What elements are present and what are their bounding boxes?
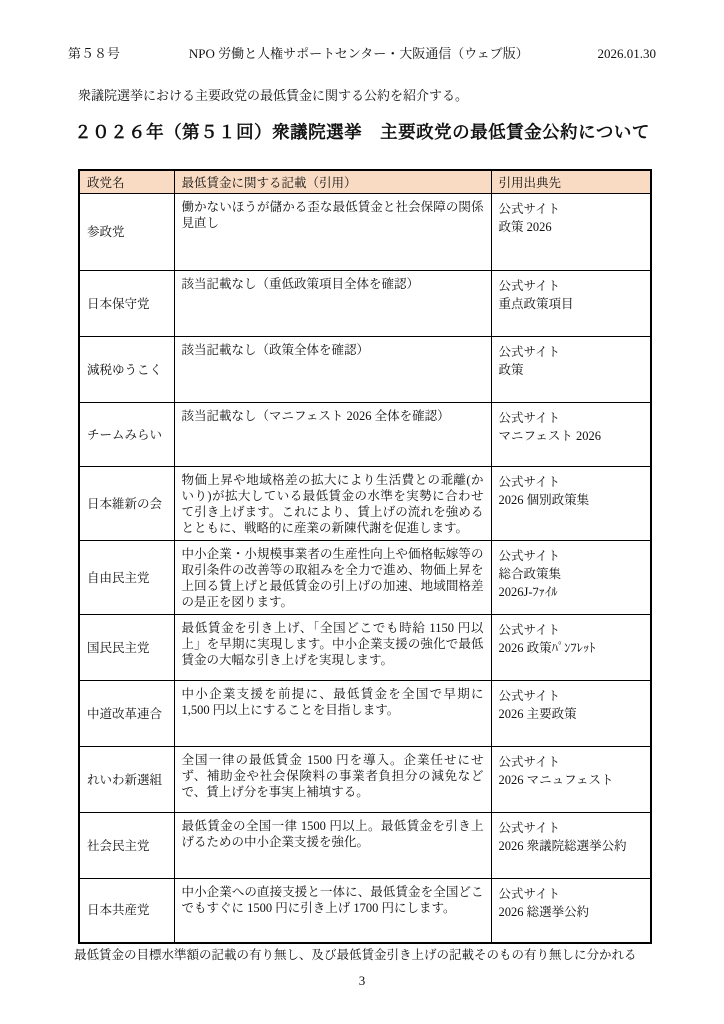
party-name: 日本維新の会 — [79, 467, 174, 541]
column-header-party: 政党名 — [79, 170, 174, 194]
source-line: 公式サイト — [498, 821, 561, 835]
statement-text: 働かないほうが儲かる歪な最低賃金と社会保障の関係見直し — [174, 194, 491, 271]
source-line: 公式サイト — [498, 345, 561, 359]
table-row — [79, 194, 651, 271]
statement-text: 全国一律の最低賃金 1500 円を導入。企業任せにせず、補助金や社会保険料の事業者負担分の減免などで、賃上げ分を事実上補填する。 — [174, 747, 491, 813]
statement-text: 中小企業・小規模事業者の生産性向上や価格転嫁等の取引条件の改善等の取組みを全力で進め、物価上昇を上回る賃上げと最低賃金の引上げの加速、地域間格差の是正を図ります。 — [174, 541, 491, 615]
source-cell — [491, 879, 651, 943]
footnote-text: 最低賃金の目標水準額の記載の有り無し、及び最低賃金引き上げの記載そのもの有り無しに分かれる — [74, 947, 637, 962]
source-line: 政策 2026 — [498, 220, 552, 234]
statement-text: 該当記載なし（重低政策項目全体を確認） — [174, 271, 491, 337]
source-cell — [491, 194, 651, 271]
statement-text: 物価上昇や地域格差の拡大により生活費との乖離(かいり)が拡大している最低賃金の水準を実勢に合わせて引き上げます。これにより、賃上げの流れを強めるとともに、戦略的に産業の新陳代謝を促進します。 — [174, 467, 491, 541]
table-row — [79, 747, 651, 813]
party-name: チームみらい — [79, 403, 174, 467]
statement-text: 中小企業支援を前提に、最低賃金を全国で早期に 1,500 円以上にすることを目指します。 — [174, 681, 491, 747]
source-line: 公式サイト — [498, 755, 561, 769]
party-name: れいわ新選組 — [79, 747, 174, 813]
column-header-statement: 最低賃金に関する記載（引用） — [174, 170, 491, 194]
party-name: 自由民主党 — [79, 541, 174, 615]
source-line: 2026 主要政策 — [498, 707, 577, 721]
source-line: マニフェスト 2026 — [498, 429, 602, 443]
statement-text: 該当記載なし（マニフェスト 2026 全体を確認） — [174, 403, 491, 467]
statement-text: 中小企業への直接支援と一体に、最低賃金を全国どこでもすぐに 1500 円に引き上げ 1700 円にします。 — [174, 879, 491, 943]
table-row — [79, 879, 651, 943]
statement-text: 最低賃金を引き上げ、「全国どこでも時給 1150 円以上」を早期に実現します。中小企業支援の強化で最低賃金の大幅な引き上げを実現します。 — [174, 615, 491, 681]
source-cell — [491, 403, 651, 467]
source-cell — [491, 615, 651, 681]
source-cell — [491, 541, 651, 615]
pledges-table — [78, 169, 652, 944]
source-line: 公式サイト — [498, 475, 561, 489]
table-row — [79, 337, 651, 403]
table-row — [79, 615, 651, 681]
table-row — [79, 403, 651, 467]
source-cell — [491, 271, 651, 337]
table-row — [79, 681, 651, 747]
source-line: 公式サイト — [498, 623, 561, 637]
party-name: 日本保守党 — [79, 271, 174, 337]
source-line: 公式サイト — [498, 549, 561, 563]
statement-text: 該当記載なし（政策全体を確認） — [174, 337, 491, 403]
table-row — [79, 813, 651, 879]
statement-text: 最低賃金の全国一律 1500 円以上。最低賃金を引き上げるための中小企業支援を強化。 — [174, 813, 491, 879]
source-line: 重点政策項目 — [498, 297, 574, 311]
source-line: 総合政策集 — [498, 567, 562, 581]
issue-number: 第５８号 — [68, 46, 121, 61]
newsletter-title: NPO 労働と人権サポートセンター・大阪通信（ウェブ版） — [188, 46, 529, 61]
source-cell — [491, 467, 651, 541]
source-cell — [491, 813, 651, 879]
page-title: ２０２６年（第５１回）衆議院選挙 主要政党の最低賃金公約について — [74, 122, 650, 142]
source-cell — [491, 747, 651, 813]
column-header-source: 引用出典先 — [491, 170, 651, 194]
source-cell — [491, 681, 651, 747]
source-line: 公式サイト — [498, 689, 561, 703]
source-line: 公式サイト — [498, 887, 561, 901]
party-name: 日本共産党 — [79, 879, 174, 943]
table-row — [79, 541, 651, 615]
source-line: 2026 マニュフェスト — [498, 773, 614, 787]
party-name: 参政党 — [79, 194, 174, 271]
party-name: 減税ゆうこく — [79, 337, 174, 403]
table-row — [79, 467, 651, 541]
party-name: 社会民主党 — [79, 813, 174, 879]
source-line: 2026 衆議院総選挙公約 — [498, 839, 627, 853]
source-cell — [491, 337, 651, 403]
source-line: 公式サイト — [498, 279, 561, 293]
source-line: 公式サイト — [498, 411, 561, 425]
source-line: 2026 個別政策集 — [498, 493, 590, 507]
party-name: 中道改革連合 — [79, 681, 174, 747]
source-line: 2026 政策ﾊﾟﾝﾌﾚｯﾄ — [498, 641, 596, 655]
issue-date: 2026.01.30 — [597, 46, 656, 61]
source-line: 2026J-ﾌｧｲﾙ — [498, 585, 558, 599]
table-row — [79, 271, 651, 337]
party-name: 国民民主党 — [79, 615, 174, 681]
page-number: 3 — [358, 972, 366, 988]
intro-text: 衆議院選挙における主要政党の最低賃金に関する公約を紹介する。 — [78, 88, 469, 103]
table-header-row — [79, 170, 651, 194]
source-line: 政策 — [498, 363, 524, 377]
source-line: 2026 総選挙公約 — [498, 905, 590, 919]
source-line: 公式サイト — [498, 202, 561, 216]
running-header — [0, 0, 724, 62]
